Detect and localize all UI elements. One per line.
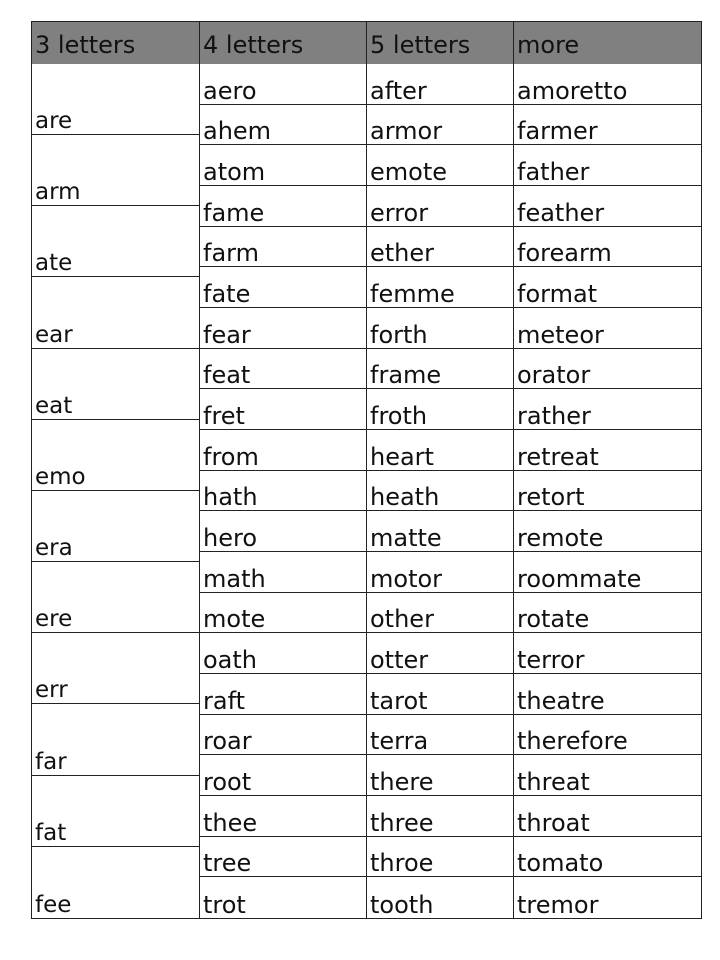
four-letter-word: thee bbox=[200, 796, 366, 837]
five-letter-word: throe bbox=[367, 837, 513, 878]
three-letter-word: err bbox=[32, 633, 199, 704]
three-letter-word: ate bbox=[32, 206, 199, 277]
four-letter-word: feat bbox=[200, 349, 366, 390]
header-3-letters: 3 letters bbox=[32, 22, 200, 64]
five-letter-word: heart bbox=[367, 430, 513, 471]
longer-word: retort bbox=[514, 471, 701, 512]
four-letter-word: atom bbox=[200, 145, 366, 186]
longer-word: throat bbox=[514, 796, 701, 837]
three-letter-word: eat bbox=[32, 349, 199, 420]
three-letter-word: are bbox=[32, 64, 199, 135]
five-letter-word: error bbox=[367, 186, 513, 227]
four-letter-word: math bbox=[200, 552, 366, 593]
column-more bbox=[514, 64, 701, 918]
five-letter-word: tarot bbox=[367, 674, 513, 715]
five-letter-word: after bbox=[367, 64, 513, 105]
five-letter-word: matte bbox=[367, 511, 513, 552]
five-letter-word: armor bbox=[367, 105, 513, 146]
longer-word: feather bbox=[514, 186, 701, 227]
four-letter-word: from bbox=[200, 430, 366, 471]
four-letter-word: aero bbox=[200, 64, 366, 105]
longer-word: format bbox=[514, 267, 701, 308]
longer-word: threat bbox=[514, 755, 701, 796]
five-letter-word: emote bbox=[367, 145, 513, 186]
column-4-letters bbox=[200, 64, 367, 918]
five-letter-word: ether bbox=[367, 227, 513, 268]
column-3-letters bbox=[32, 64, 200, 918]
four-letter-word: oath bbox=[200, 633, 366, 674]
longer-word: therefore bbox=[514, 715, 701, 756]
five-letter-word: froth bbox=[367, 389, 513, 430]
longer-word: tomato bbox=[514, 837, 701, 878]
five-letter-word: three bbox=[367, 796, 513, 837]
five-letter-word: other bbox=[367, 593, 513, 634]
header-more: more bbox=[514, 22, 701, 64]
four-letter-word: trot bbox=[203, 890, 246, 918]
longer-word: rotate bbox=[514, 593, 701, 634]
longer-word: theatre bbox=[514, 674, 701, 715]
longer-word: terror bbox=[514, 633, 701, 674]
header-5-letters: 5 letters bbox=[367, 22, 514, 64]
five-letter-word: forth bbox=[367, 308, 513, 349]
header-4-letters: 4 letters bbox=[200, 22, 367, 64]
five-letter-word: femme bbox=[367, 267, 513, 308]
three-letter-word: fee bbox=[35, 891, 72, 918]
four-letter-word: fame bbox=[200, 186, 366, 227]
column-5-letters bbox=[367, 64, 514, 918]
longer-word: retreat bbox=[514, 430, 701, 471]
three-letter-word: arm bbox=[32, 135, 199, 206]
longer-word: father bbox=[514, 145, 701, 186]
five-letter-word: there bbox=[367, 755, 513, 796]
three-letter-word: ere bbox=[32, 562, 199, 633]
three-letter-word: far bbox=[32, 705, 199, 776]
five-letter-word: terra bbox=[367, 715, 513, 756]
four-letter-word: roar bbox=[200, 715, 366, 756]
four-letter-word: farm bbox=[200, 227, 366, 268]
longer-word: farmer bbox=[514, 105, 701, 146]
five-letter-word: tooth bbox=[370, 890, 434, 918]
four-letter-word: mote bbox=[200, 593, 366, 634]
longer-word: rather bbox=[514, 389, 701, 430]
five-letter-word: motor bbox=[367, 552, 513, 593]
four-letter-word: fret bbox=[200, 389, 366, 430]
longer-word: forearm bbox=[514, 227, 701, 268]
word-table bbox=[31, 21, 702, 919]
longer-word: roommate bbox=[514, 552, 701, 593]
five-letter-word: frame bbox=[367, 349, 513, 390]
four-letter-word: raft bbox=[200, 674, 366, 715]
four-letter-word: tree bbox=[200, 837, 366, 878]
longer-word: remote bbox=[514, 511, 701, 552]
five-letter-word: heath bbox=[367, 471, 513, 512]
four-letter-word: ahem bbox=[200, 105, 366, 146]
three-letter-word: emo bbox=[32, 420, 199, 491]
three-letter-word: ear bbox=[32, 278, 199, 349]
three-letter-word: era bbox=[32, 491, 199, 562]
four-letter-word: hath bbox=[200, 471, 366, 512]
five-letter-word: otter bbox=[367, 633, 513, 674]
four-letter-word: root bbox=[200, 755, 366, 796]
longer-word: meteor bbox=[514, 308, 701, 349]
longer-word: tremor bbox=[517, 890, 599, 918]
three-letter-word: fat bbox=[32, 776, 199, 847]
longer-word: orator bbox=[514, 349, 701, 390]
longer-word: amoretto bbox=[514, 64, 701, 105]
four-letter-word: fate bbox=[200, 267, 366, 308]
four-letter-word: fear bbox=[200, 308, 366, 349]
four-letter-word: hero bbox=[200, 511, 366, 552]
